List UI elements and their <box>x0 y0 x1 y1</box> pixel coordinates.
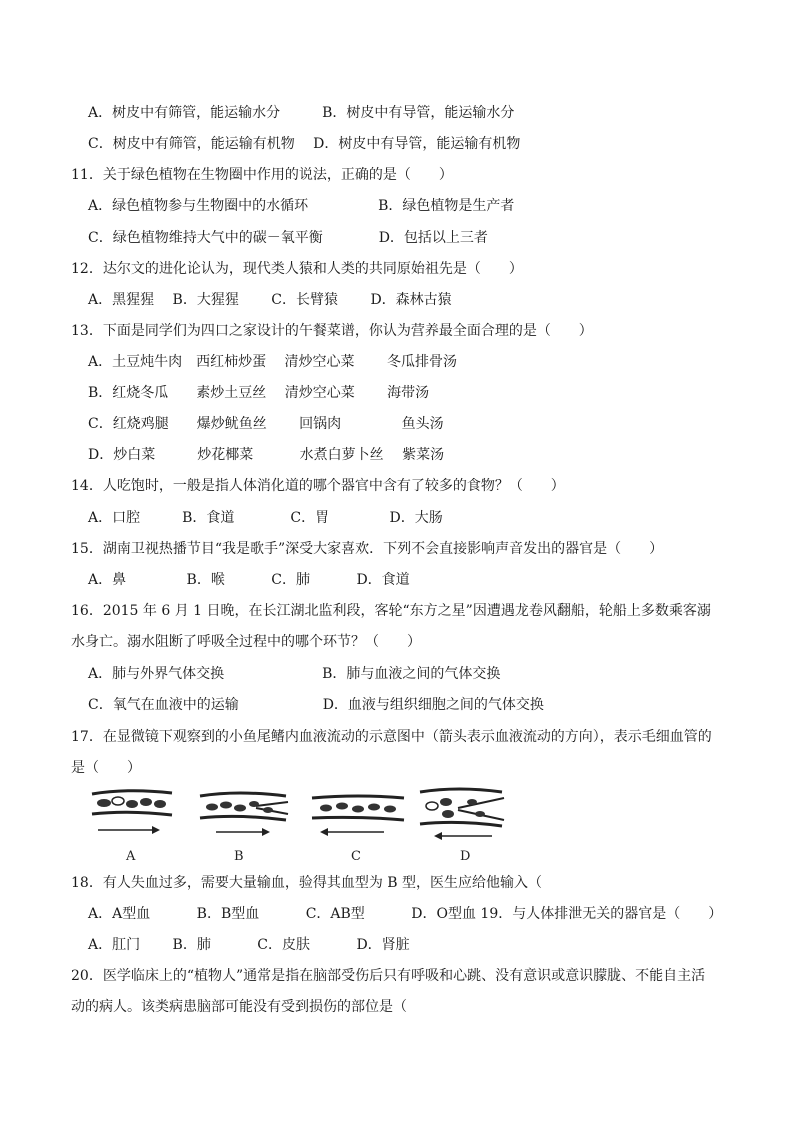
q20-stem-line2: 动的病人。该类病患脑部可能没有受到损伤的部位是（ <box>71 999 407 1015</box>
q19-options-row1: A．肛门 B．肺 C．皮肤 D．肾脏 <box>88 937 410 953</box>
q17-stem-line1: 17．在显微镜下观察到的小鱼尾鳍内血液流动的示意图中（箭头表示血液流动的方向），表示毛细血管的 <box>71 729 712 745</box>
q20-stem-line1: 20．医学临床上的“植物人”通常是指在脑部受伤后只有呼吸和心跳、没有意识或意识朦胧、不能自主活 <box>71 968 706 984</box>
q11-options-row1: A．绿色植物参与生物圈中的水循环 B．绿色植物是生产者 <box>88 198 515 214</box>
q11-options-row2: C．绿色植物维持大气中的碳－氧平衡 D．包括以上三者 <box>88 230 488 246</box>
q17-stem-line2: 是（ ） <box>71 760 141 776</box>
q10-options-row1: A．树皮中有筛管，能运输水分 B．树皮中有导管，能运输水分 <box>88 105 515 121</box>
vessel-panel-c <box>312 796 404 836</box>
q11-stem: 11．关于绿色植物在生物圈中作用的说法，正确的是（ ） <box>71 167 453 183</box>
q16-options-row2: C．氧气在血液中的运输 D．血液与组织细胞之间的气体交换 <box>88 697 544 713</box>
q14-stem: 14．人吃饱时，一般是指人体消化道的哪个器官中含有了较多的食物？（ ） <box>71 478 565 494</box>
q13-options-row2: B．红烧冬瓜 素炒土豆丝 清炒空心菜 海带汤 <box>88 385 430 401</box>
vessel-panel-d <box>420 789 504 840</box>
q14-options-row1: A．口腔 B．食道 C．胃 D．大肠 <box>88 510 443 526</box>
q13-stem: 13．下面是同学们为四口之家设计的午餐菜谱，你认为营养最全面合理的是（ ） <box>71 323 593 339</box>
q18-options-and-q19-stem: A．A型血 B．B型血 C．AB型 D．O型血 19．与人体排泄无关的器官是（ ） <box>88 906 723 922</box>
figure-label-c: C <box>351 849 361 864</box>
vessel-panel-a <box>92 791 172 834</box>
q18-stem: 18．有人失血过多，需要大量输血，验得其血型为 B 型，医生应给他输入（ <box>71 875 543 891</box>
blood-vessel-figure <box>88 784 520 868</box>
q16-stem-line1: 16．2015 年 6 月 1 日晚，在长江湖北监利段，客轮“东方之星”因遭遇龙卷风翻船，轮船上多数乘客溺 <box>71 603 711 619</box>
figure-label-d: D <box>460 849 471 864</box>
q13-options-row1: A．土豆炖牛肉 西红柿炒蛋 清炒空心菜 冬瓜排骨汤 <box>88 354 458 370</box>
figure-label-a: A <box>126 849 136 864</box>
q12-options-row1: A．黑猩猩 B．大猩猩 C．长臂猿 D．森林古猿 <box>88 292 452 308</box>
q13-options-row3: C．红烧鸡腿 爆炒鱿鱼丝 回锅肉 鱼头汤 <box>88 416 444 432</box>
q13-options-row4: D．炒白菜 炒花椰菜 水煮白萝卜丝 紫菜汤 <box>88 447 445 463</box>
figure-label-b: B <box>234 849 244 864</box>
q12-stem: 12．达尔文的进化论认为，现代类人猿和人类的共同原始祖先是（ ） <box>71 261 523 277</box>
q10-options-row2: C．树皮中有筛管，能运输有机物 D．树皮中有导管，能运输有机物 <box>88 136 521 152</box>
q15-stem: 15．湖南卫视热播节目“我是歌手”深受大家喜欢．下列不会直接影响声音发出的器官是（ ） <box>71 541 664 557</box>
q16-options-row1: A．肺与外界气体交换 B．肺与血液之间的气体交换 <box>88 666 501 682</box>
vessel-panel-b <box>200 793 288 836</box>
q15-options-row1: A．鼻 B．喉 C．肺 D．食道 <box>88 572 410 588</box>
q16-stem-line2: 水身亡。溺水阻断了呼吸全过程中的哪个环节？（ ） <box>71 634 421 650</box>
